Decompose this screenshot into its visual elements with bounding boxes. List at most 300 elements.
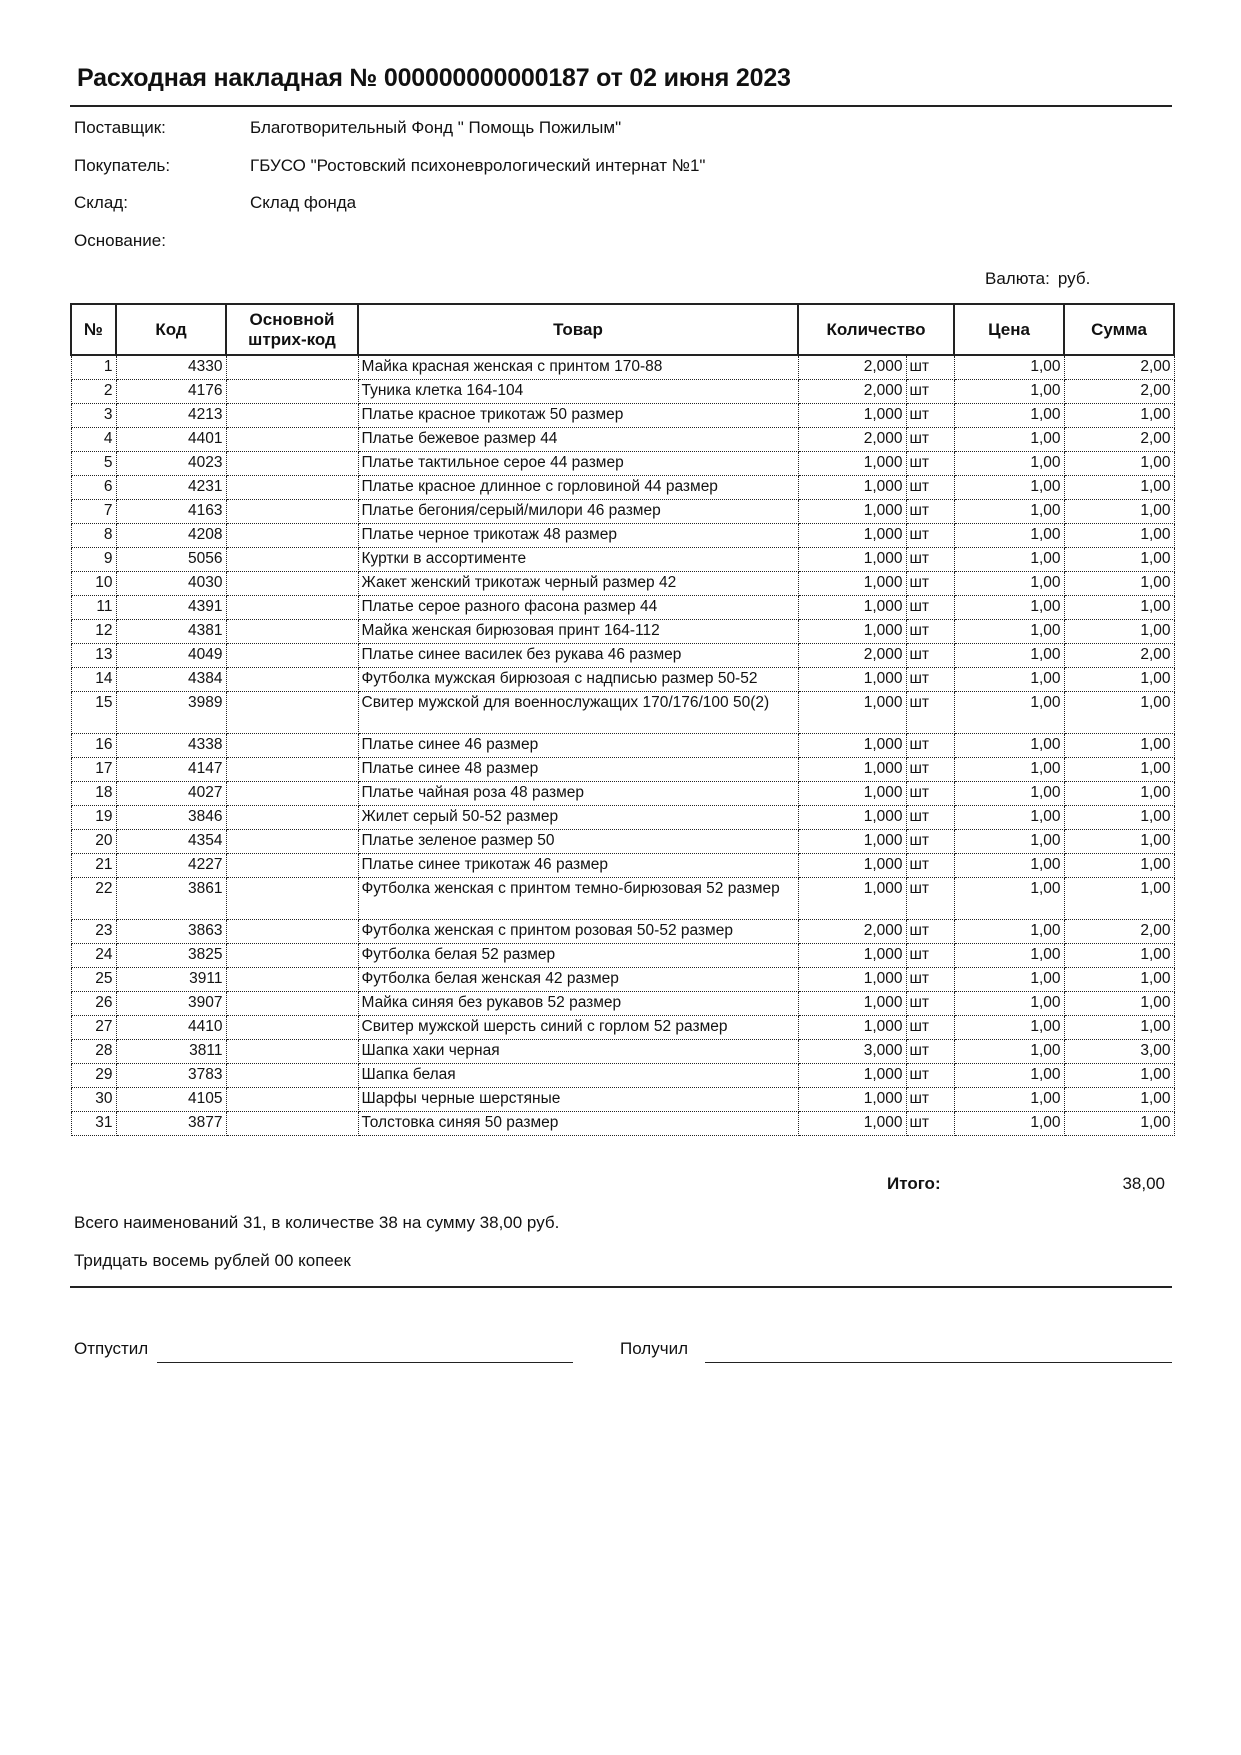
cell-price: 1,00 [954, 620, 1064, 644]
cell-sum: 2,00 [1064, 428, 1174, 452]
cell-sum: 1,00 [1064, 992, 1174, 1016]
cell-num: 3 [71, 404, 116, 428]
cell-sum: 1,00 [1064, 572, 1174, 596]
cell-quantity: 2,000 [798, 380, 906, 404]
cell-unit: шт [906, 500, 954, 524]
cell-num: 20 [71, 830, 116, 854]
cell-item: Футболка белая женская 42 размер [358, 968, 798, 992]
amount-in-words: Тридцать восемь рублей 00 копеек [74, 1251, 351, 1270]
cell-quantity: 1,000 [798, 758, 906, 782]
cell-unit: шт [906, 854, 954, 878]
cell-unit: шт [906, 476, 954, 500]
cell-barcode [226, 380, 358, 404]
cell-item: Платье черное трикотаж 48 размер [358, 524, 798, 548]
summary-divider [70, 1286, 1172, 1288]
cell-price: 1,00 [954, 1088, 1064, 1112]
cell-unit: шт [906, 1040, 954, 1064]
cell-code: 4105 [116, 1088, 226, 1112]
cell-price: 1,00 [954, 758, 1064, 782]
cell-code: 3811 [116, 1040, 226, 1064]
cell-unit: шт [906, 668, 954, 692]
cell-num: 22 [71, 878, 116, 920]
cell-item: Платье синее трикотаж 46 размер [358, 854, 798, 878]
cell-num: 6 [71, 476, 116, 500]
cell-num: 14 [71, 668, 116, 692]
cell-code: 4030 [116, 572, 226, 596]
cell-unit: шт [906, 644, 954, 668]
cell-sum: 1,00 [1064, 548, 1174, 572]
supplier-label: Поставщик: [74, 118, 166, 137]
cell-item: Туника клетка 164-104 [358, 380, 798, 404]
cell-unit: шт [906, 355, 954, 380]
cell-code: 3846 [116, 806, 226, 830]
cell-sum: 1,00 [1064, 782, 1174, 806]
cell-quantity: 2,000 [798, 644, 906, 668]
cell-item: Платье серое разного фасона размер 44 [358, 596, 798, 620]
header-num: № [71, 304, 116, 355]
cell-item: Свитер мужской шерсть синий с горлом 52 размер [358, 1016, 798, 1040]
table-row [71, 572, 1174, 596]
cell-sum: 1,00 [1064, 452, 1174, 476]
cell-quantity: 1,000 [798, 692, 906, 734]
cell-quantity: 1,000 [798, 500, 906, 524]
cell-barcode [226, 968, 358, 992]
cell-barcode [226, 548, 358, 572]
cell-num: 21 [71, 854, 116, 878]
cell-barcode [226, 668, 358, 692]
cell-sum: 1,00 [1064, 1088, 1174, 1112]
cell-code: 4410 [116, 1016, 226, 1040]
cell-num: 1 [71, 355, 116, 380]
cell-quantity: 2,000 [798, 355, 906, 380]
received-by-label: Получил [620, 1339, 688, 1358]
table-row [71, 878, 1174, 920]
table-row [71, 1040, 1174, 1064]
cell-item: Платье бежевое размер 44 [358, 428, 798, 452]
cell-num: 13 [71, 644, 116, 668]
total-value: 38,00 [1122, 1174, 1165, 1193]
cell-barcode [226, 1112, 358, 1136]
table-row [71, 758, 1174, 782]
table-header-row [71, 304, 1174, 355]
cell-quantity: 1,000 [798, 620, 906, 644]
cell-price: 1,00 [954, 806, 1064, 830]
warehouse-row [74, 193, 356, 213]
buyer-row [74, 156, 705, 176]
header-barcode: Основной штрих-код [226, 304, 358, 355]
currency-value: руб. [1057, 269, 1091, 288]
cell-unit: шт [906, 734, 954, 758]
cell-barcode [226, 692, 358, 734]
cell-sum: 1,00 [1064, 1016, 1174, 1040]
cell-quantity: 1,000 [798, 968, 906, 992]
table-row [71, 806, 1174, 830]
currency-row [985, 269, 1090, 289]
header-price: Цена [954, 304, 1064, 355]
cell-price: 1,00 [954, 596, 1064, 620]
cell-code: 4381 [116, 620, 226, 644]
cell-num: 24 [71, 944, 116, 968]
cell-sum: 1,00 [1064, 596, 1174, 620]
cell-unit: шт [906, 920, 954, 944]
cell-quantity: 2,000 [798, 428, 906, 452]
cell-item: Платье бегония/серый/милори 46 размер [358, 500, 798, 524]
cell-quantity: 1,000 [798, 782, 906, 806]
cell-barcode [226, 782, 358, 806]
cell-barcode [226, 620, 358, 644]
released-by-label: Отпустил [74, 1339, 149, 1358]
cell-price: 1,00 [954, 992, 1064, 1016]
document-title: Расходная накладная № 000000000000187 от 02 июня 2023 [77, 64, 791, 92]
cell-quantity: 1,000 [798, 830, 906, 854]
cell-item: Платье красное трикотаж 50 размер [358, 404, 798, 428]
table-row [71, 1088, 1174, 1112]
cell-num: 19 [71, 806, 116, 830]
cell-unit: шт [906, 620, 954, 644]
cell-unit: шт [906, 1016, 954, 1040]
cell-quantity: 1,000 [798, 668, 906, 692]
cell-code: 4208 [116, 524, 226, 548]
cell-barcode [226, 920, 358, 944]
cell-num: 23 [71, 920, 116, 944]
cell-price: 1,00 [954, 1064, 1064, 1088]
cell-barcode [226, 854, 358, 878]
cell-barcode [226, 806, 358, 830]
cell-item: Толстовка синяя 50 размер [358, 1112, 798, 1136]
cell-code: 5056 [116, 548, 226, 572]
supplier-row [74, 118, 621, 138]
cell-barcode [226, 596, 358, 620]
cell-price: 1,00 [954, 920, 1064, 944]
cell-item: Жакет женский трикотаж черный размер 42 [358, 572, 798, 596]
cell-code: 4354 [116, 830, 226, 854]
cell-item: Жилет серый 50-52 размер [358, 806, 798, 830]
cell-sum: 1,00 [1064, 968, 1174, 992]
cell-quantity: 1,000 [798, 944, 906, 968]
cell-quantity: 1,000 [798, 806, 906, 830]
table-row [71, 830, 1174, 854]
cell-item: Майка красная женская с принтом 170-88 [358, 355, 798, 380]
cell-num: 29 [71, 1064, 116, 1088]
cell-sum: 2,00 [1064, 920, 1174, 944]
cell-code: 4023 [116, 452, 226, 476]
cell-sum: 1,00 [1064, 758, 1174, 782]
table-row [71, 968, 1174, 992]
cell-barcode [226, 428, 358, 452]
table-body [71, 355, 1174, 1136]
cell-price: 1,00 [954, 644, 1064, 668]
cell-unit: шт [906, 830, 954, 854]
table-row [71, 620, 1174, 644]
cell-quantity: 1,000 [798, 854, 906, 878]
cell-quantity: 1,000 [798, 476, 906, 500]
table-row [71, 854, 1174, 878]
cell-unit: шт [906, 572, 954, 596]
cell-quantity: 1,000 [798, 596, 906, 620]
cell-unit: шт [906, 380, 954, 404]
supplier-value: Благотворительный Фонд " Помощь Пожилым" [250, 118, 622, 137]
cell-price: 1,00 [954, 854, 1064, 878]
cell-price: 1,00 [954, 428, 1064, 452]
cell-barcode [226, 524, 358, 548]
table-row [71, 1016, 1174, 1040]
cell-barcode [226, 830, 358, 854]
cell-barcode [226, 1040, 358, 1064]
cell-num: 11 [71, 596, 116, 620]
cell-price: 1,00 [954, 1040, 1064, 1064]
table-row [71, 944, 1174, 968]
cell-price: 1,00 [954, 500, 1064, 524]
basis-row [74, 231, 250, 251]
table-row [71, 428, 1174, 452]
cell-unit: шт [906, 524, 954, 548]
cell-num: 28 [71, 1040, 116, 1064]
cell-num: 25 [71, 968, 116, 992]
cell-num: 27 [71, 1016, 116, 1040]
warehouse-value: Склад фонда [250, 193, 357, 212]
cell-code: 4176 [116, 380, 226, 404]
cell-price: 1,00 [954, 668, 1064, 692]
cell-barcode [226, 992, 358, 1016]
cell-code: 4391 [116, 596, 226, 620]
cell-sum: 1,00 [1064, 734, 1174, 758]
cell-unit: шт [906, 758, 954, 782]
cell-item: Футболка женская с принтом розовая 50-52 размер [358, 920, 798, 944]
cell-sum: 3,00 [1064, 1040, 1174, 1064]
cell-unit: шт [906, 1064, 954, 1088]
cell-quantity: 1,000 [798, 1112, 906, 1136]
table-row [71, 920, 1174, 944]
cell-code: 4227 [116, 854, 226, 878]
cell-unit: шт [906, 968, 954, 992]
table-row [71, 1112, 1174, 1136]
cell-num: 4 [71, 428, 116, 452]
cell-code: 3861 [116, 878, 226, 920]
cell-barcode [226, 572, 358, 596]
cell-num: 31 [71, 1112, 116, 1136]
table-row [71, 782, 1174, 806]
cell-code: 4027 [116, 782, 226, 806]
cell-item: Платье синее василек без рукава 46 размер [358, 644, 798, 668]
cell-price: 1,00 [954, 734, 1064, 758]
cell-sum: 1,00 [1064, 854, 1174, 878]
cell-code: 4231 [116, 476, 226, 500]
cell-unit: шт [906, 806, 954, 830]
table-row [71, 355, 1174, 380]
items-table [70, 303, 1175, 1136]
cell-quantity: 1,000 [798, 1064, 906, 1088]
cell-code: 3863 [116, 920, 226, 944]
cell-item: Платье тактильное серое 44 размер [358, 452, 798, 476]
cell-code: 4147 [116, 758, 226, 782]
total-label: Итого: [887, 1174, 941, 1193]
cell-code: 3783 [116, 1064, 226, 1088]
cell-price: 1,00 [954, 524, 1064, 548]
cell-barcode [226, 355, 358, 380]
cell-sum: 2,00 [1064, 644, 1174, 668]
cell-quantity: 1,000 [798, 404, 906, 428]
cell-price: 1,00 [954, 944, 1064, 968]
cell-num: 18 [71, 782, 116, 806]
cell-price: 1,00 [954, 968, 1064, 992]
cell-quantity: 2,000 [798, 920, 906, 944]
table-row [71, 734, 1174, 758]
cell-barcode [226, 1088, 358, 1112]
cell-sum: 1,00 [1064, 1112, 1174, 1136]
buyer-value: ГБУСО "Ростовский психоневрологический интернат №1" [250, 156, 706, 175]
table-row [71, 1064, 1174, 1088]
cell-code: 4049 [116, 644, 226, 668]
cell-item: Куртки в ассортименте [358, 548, 798, 572]
cell-sum: 1,00 [1064, 830, 1174, 854]
received-by-signature-line [705, 1362, 1172, 1363]
cell-item: Платье красное длинное с горловиной 44 размер [358, 476, 798, 500]
cell-price: 1,00 [954, 572, 1064, 596]
cell-item: Майка синяя без рукавов 52 размер [358, 992, 798, 1016]
header-sum: Сумма [1064, 304, 1174, 355]
cell-quantity: 1,000 [798, 1088, 906, 1112]
cell-num: 16 [71, 734, 116, 758]
cell-barcode [226, 476, 358, 500]
cell-unit: шт [906, 944, 954, 968]
cell-unit: шт [906, 428, 954, 452]
cell-sum: 1,00 [1064, 1064, 1174, 1088]
cell-price: 1,00 [954, 380, 1064, 404]
cell-unit: шт [906, 452, 954, 476]
cell-unit: шт [906, 596, 954, 620]
cell-price: 1,00 [954, 404, 1064, 428]
cell-unit: шт [906, 1112, 954, 1136]
cell-price: 1,00 [954, 1016, 1064, 1040]
header-quantity: Количество [798, 304, 954, 355]
cell-sum: 2,00 [1064, 355, 1174, 380]
cell-unit: шт [906, 404, 954, 428]
cell-unit: шт [906, 782, 954, 806]
cell-quantity: 1,000 [798, 572, 906, 596]
cell-price: 1,00 [954, 452, 1064, 476]
cell-item: Шапка хаки черная [358, 1040, 798, 1064]
cell-quantity: 1,000 [798, 1016, 906, 1040]
cell-price: 1,00 [954, 782, 1064, 806]
cell-price: 1,00 [954, 830, 1064, 854]
cell-item: Платье синее 46 размер [358, 734, 798, 758]
cell-item: Майка женская бирюзовая принт 164-112 [358, 620, 798, 644]
cell-sum: 1,00 [1064, 620, 1174, 644]
cell-price: 1,00 [954, 548, 1064, 572]
table-row [71, 668, 1174, 692]
released-by-signature-line [157, 1362, 573, 1363]
cell-quantity: 1,000 [798, 452, 906, 476]
cell-unit: шт [906, 992, 954, 1016]
cell-code: 3989 [116, 692, 226, 734]
cell-barcode [226, 452, 358, 476]
cell-sum: 1,00 [1064, 524, 1174, 548]
cell-price: 1,00 [954, 1112, 1064, 1136]
table-row [71, 404, 1174, 428]
cell-price: 1,00 [954, 355, 1064, 380]
cell-num: 9 [71, 548, 116, 572]
table-row [71, 500, 1174, 524]
cell-num: 17 [71, 758, 116, 782]
cell-code: 4384 [116, 668, 226, 692]
cell-item: Шапка белая [358, 1064, 798, 1088]
warehouse-label: Склад: [74, 193, 128, 212]
cell-barcode [226, 1064, 358, 1088]
currency-label: Валюта: [985, 269, 1050, 288]
cell-code: 3877 [116, 1112, 226, 1136]
cell-sum: 2,00 [1064, 380, 1174, 404]
table-row [71, 452, 1174, 476]
title-divider [70, 105, 1172, 107]
table-row [71, 380, 1174, 404]
basis-label: Основание: [74, 231, 166, 250]
table-row [71, 524, 1174, 548]
cell-quantity: 1,000 [798, 524, 906, 548]
cell-num: 12 [71, 620, 116, 644]
cell-num: 26 [71, 992, 116, 1016]
cell-barcode [226, 404, 358, 428]
cell-quantity: 1,000 [798, 548, 906, 572]
cell-quantity: 1,000 [798, 734, 906, 758]
table-row [71, 692, 1174, 734]
cell-barcode [226, 1016, 358, 1040]
cell-num: 10 [71, 572, 116, 596]
cell-num: 15 [71, 692, 116, 734]
table-row [71, 596, 1174, 620]
table-row [71, 548, 1174, 572]
cell-num: 7 [71, 500, 116, 524]
cell-num: 30 [71, 1088, 116, 1112]
cell-num: 5 [71, 452, 116, 476]
cell-num: 8 [71, 524, 116, 548]
cell-barcode [226, 734, 358, 758]
cell-num: 2 [71, 380, 116, 404]
cell-unit: шт [906, 692, 954, 734]
cell-sum: 1,00 [1064, 692, 1174, 734]
cell-quantity: 1,000 [798, 992, 906, 1016]
cell-item: Футболка белая 52 размер [358, 944, 798, 968]
cell-sum: 1,00 [1064, 806, 1174, 830]
header-item: Товар [358, 304, 798, 355]
cell-unit: шт [906, 1088, 954, 1112]
header-code: Код [116, 304, 226, 355]
cell-sum: 1,00 [1064, 668, 1174, 692]
cell-sum: 1,00 [1064, 878, 1174, 920]
summary-line: Всего наименований 31, в количестве 38 на сумму 38,00 руб. [74, 1213, 560, 1232]
cell-item: Платье чайная роза 48 размер [358, 782, 798, 806]
cell-price: 1,00 [954, 878, 1064, 920]
cell-code: 4330 [116, 355, 226, 380]
table-row [71, 644, 1174, 668]
cell-item: Футболка женская с принтом темно-бирюзовая 52 размер [358, 878, 798, 920]
buyer-label: Покупатель: [74, 156, 171, 175]
cell-item: Платье синее 48 размер [358, 758, 798, 782]
table-row [71, 992, 1174, 1016]
cell-quantity: 3,000 [798, 1040, 906, 1064]
cell-code: 3911 [116, 968, 226, 992]
cell-barcode [226, 500, 358, 524]
cell-sum: 1,00 [1064, 500, 1174, 524]
cell-barcode [226, 944, 358, 968]
cell-quantity: 1,000 [798, 878, 906, 920]
cell-sum: 1,00 [1064, 944, 1174, 968]
cell-code: 4338 [116, 734, 226, 758]
cell-unit: шт [906, 878, 954, 920]
cell-price: 1,00 [954, 692, 1064, 734]
cell-sum: 1,00 [1064, 476, 1174, 500]
cell-item: Футболка мужская бирюзоая с надписью размер 50-52 [358, 668, 798, 692]
cell-sum: 1,00 [1064, 404, 1174, 428]
